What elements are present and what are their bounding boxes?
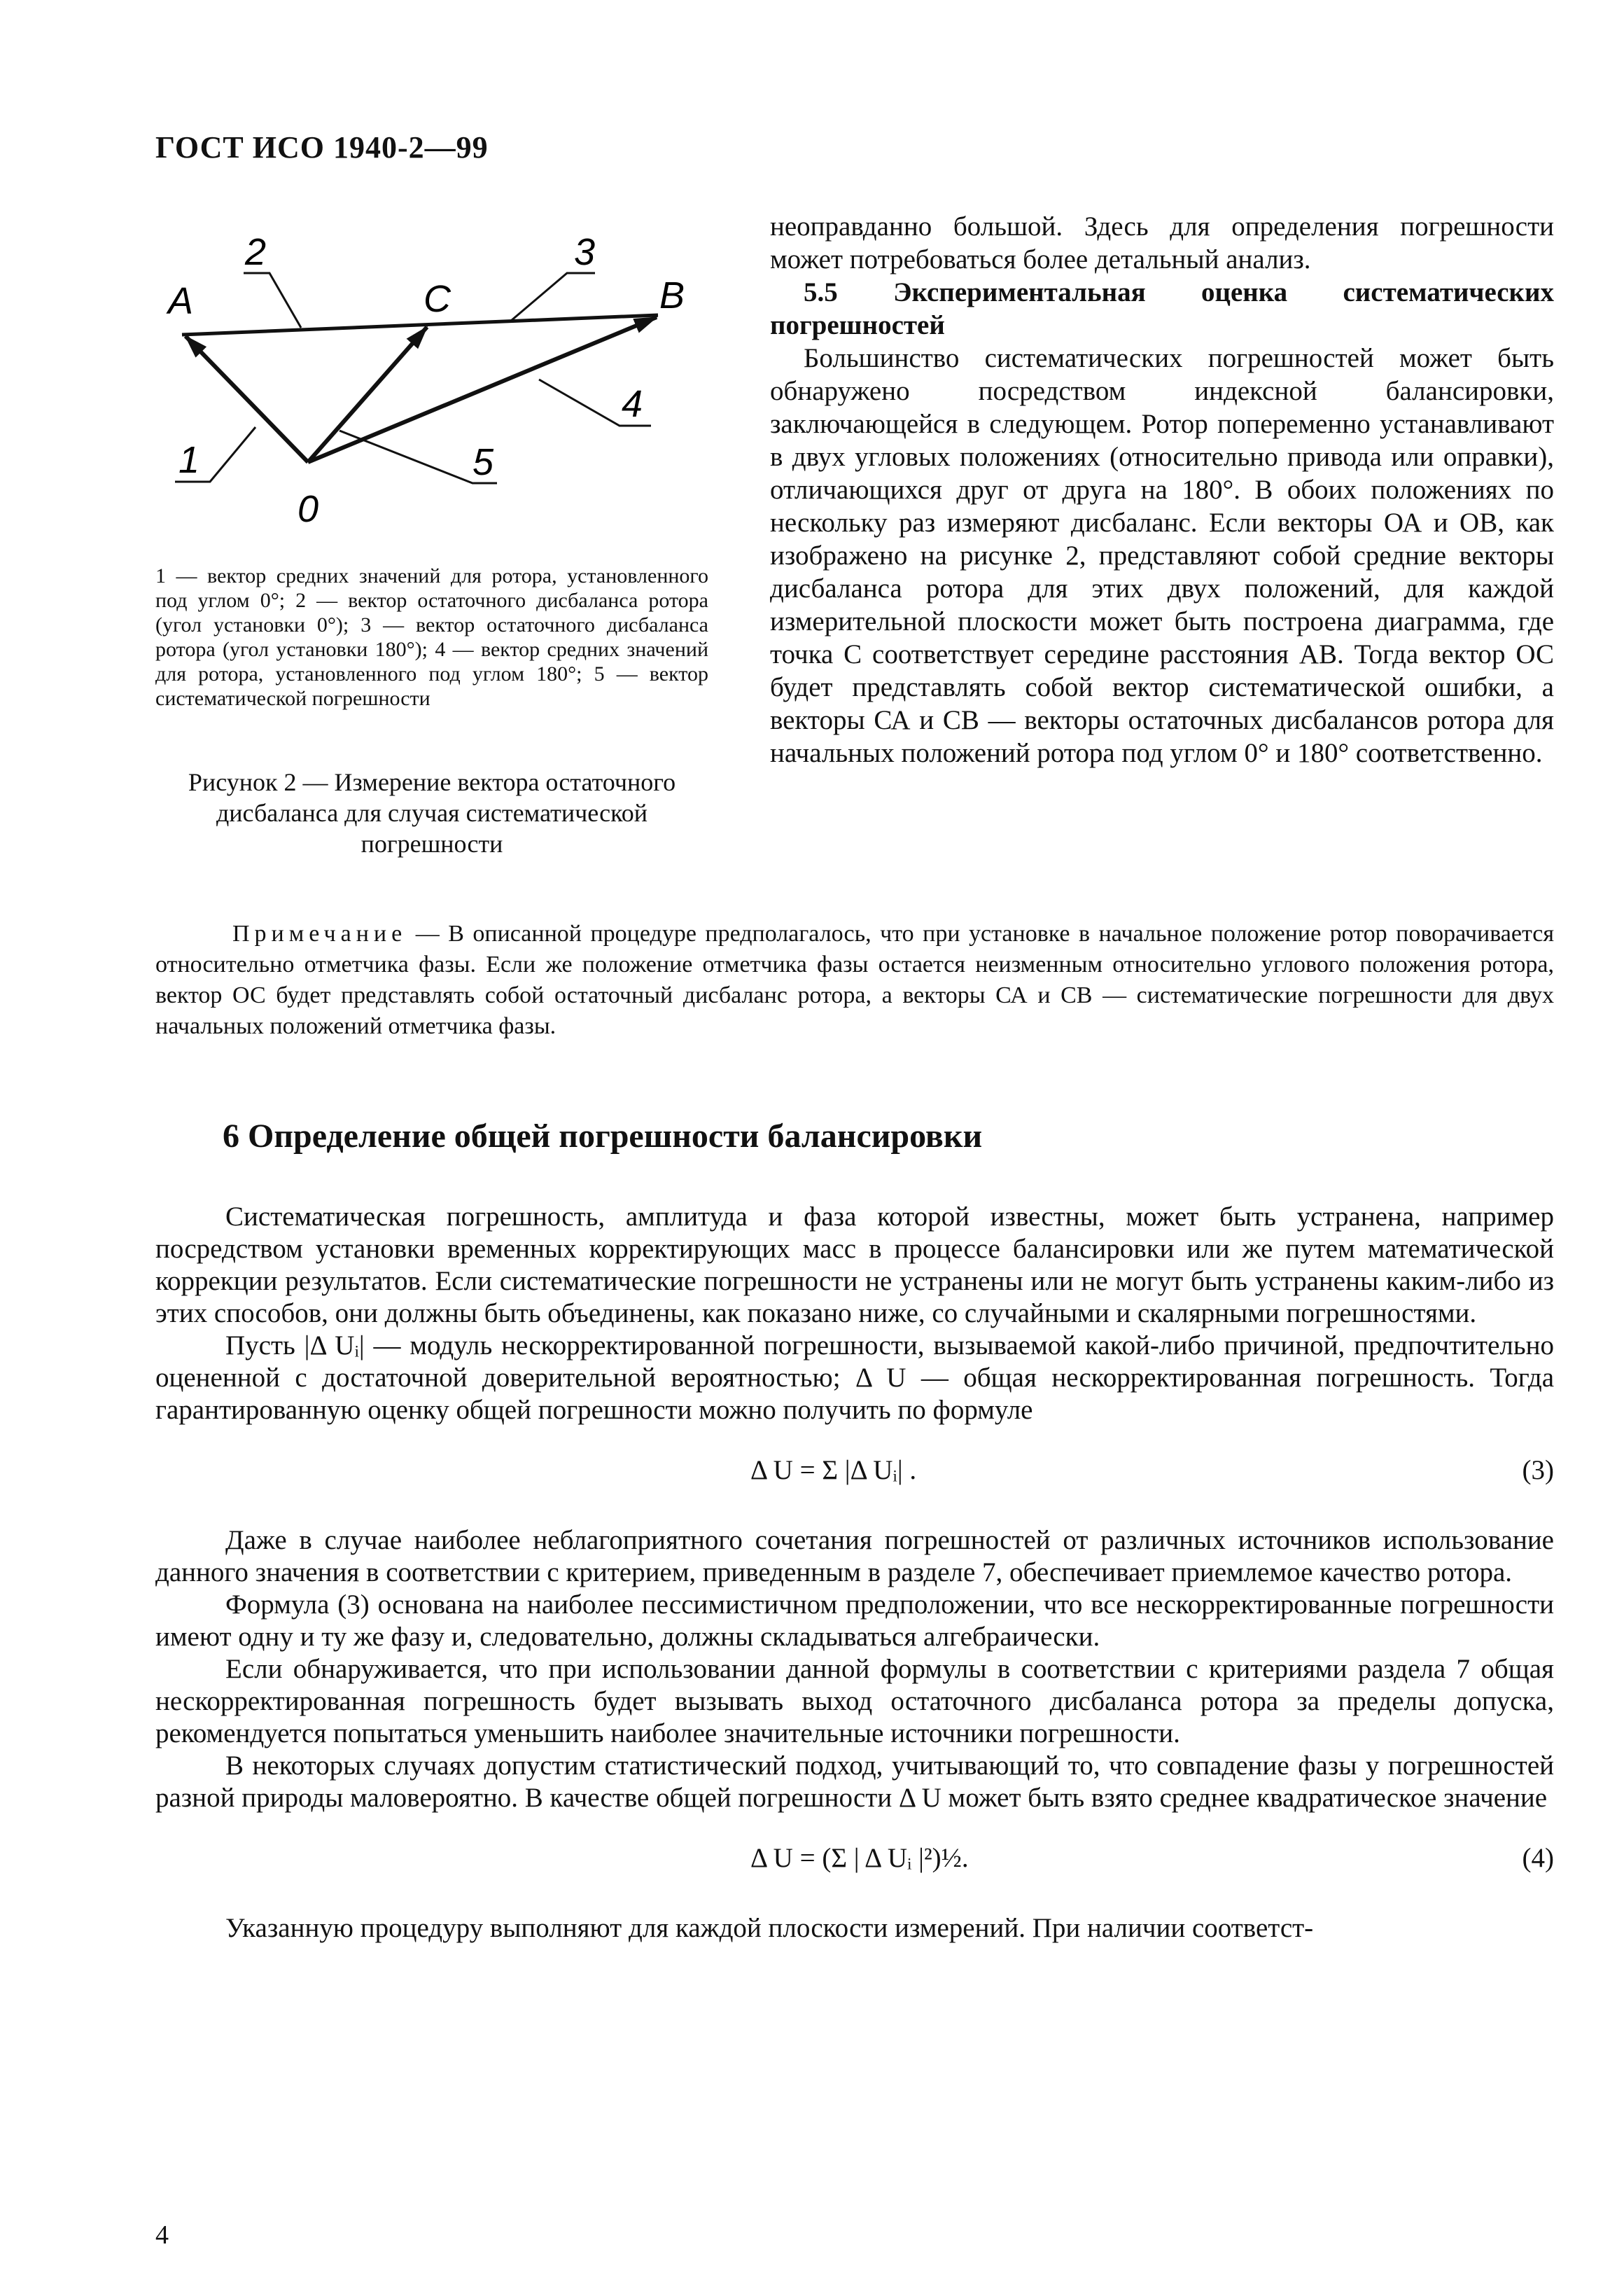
section-6-title: 6 Определение общей погрешности балансировки [223,1118,983,1155]
formula-4 [155,1828,1554,1891]
formula-4-number: (4) [1522,1843,1554,1873]
paragraph-7: Указанную процедуру выполняют для каждой плоскости измерений. При наличии соответст- [225,1913,1314,1943]
formula-4-expression: Δ U = (Σ | Δ Uᵢ |²)½. [750,1843,969,1873]
paragraph-1: Систематическая погрешность, амплитуда и фаза которой известны, может быть устранена, например посредством установки временных корректирующих масс в процессе балансировки или же путем математической коррекции результатов. Если систематические погрешности не устранены или не могут быть устранены каким-либо из этих способов, они должны быть объединены, как показано ниже, со случайными и скалярными погрешностями. [155,1202,1554,1328]
formula-3 [155,1440,1554,1503]
label-2: 2 [245,231,267,273]
note-label: Примечание [232,921,407,947]
formula-3-expression: Δ U = Σ |Δ Uᵢ| . [750,1455,917,1485]
label-o: 0 [298,488,319,530]
label-5: 5 [472,441,494,483]
paragraph-2: Пусть |Δ Uᵢ| — модуль нескорректированной погрешности, вызываемой какой-либо причиной, предпочтительно оцененной с достаточной доверительной вероятностью; Δ U — общая нескорректированная погрешность. Тогда гарантированную оценку общей погрешности можно получить по формуле [155,1330,1554,1425]
label-3: 3 [574,231,596,273]
paragraph-continuation: неоправданно большой. Здесь для определения погрешности может потребоваться более детальный анализ. [770,211,1554,274]
note-text: — В описанной процедуре предполагалось, что при установке в начальное положение ротор поворачивается относительно отметчика фазы. Если же положение отметчика фазы остается неизменным относительно углового положения ротора, вектор ОС будет представлять собой остаточный дисбаланс ротора, а векторы СА и СВ — систематические погрешности для двух начальных положений отметчика фазы. [155,921,1554,1039]
document-header: ГОСТ ИСО 1940-2—99 [155,130,489,165]
section-6-body [155,1201,1554,1944]
paragraph-3: Даже в случае наиболее неблагоприятного сочетания погрешностей от различных источников использование данного значения в соответствии с критерием, приведенным в разделе 7, обеспечивает приемлемое качество ротора. [155,1525,1554,1587]
right-column-text [770,210,1554,770]
figure-2-diagram [154,189,714,553]
label-1: 1 [178,439,200,481]
label-a: A [168,280,194,322]
page-number: 4 [155,2220,169,2250]
vector-diagram [154,189,714,553]
figure-legend: 1 — вектор средних значений для ротора, установленного под углом 0°; 2 — вектор остаточного дисбаланса ротора (угол установки 0°); 3 — вектор остаточного дисбаланса ротора (угол установки 180°); 4 — вектор средних значений для ротора, установленного под углом 180°; 5 — вектор систематической погрешности [155,564,708,710]
vector-ob [308,317,657,462]
paragraph-5-5: Большинство систематических погрешностей может быть обнаружено посредством индексной балансировки, заключающейся в следующем. Ротор попеременно устанавливают в двух угловых положениях (относительно привода или оправки), отличающихся друг от друга на 180°. В обоих положениях по нескольку раз измеряют дисбаланс. Если векторы ОА и ОВ, как изображено на рисунке 2, представляют собой средние векторы дисбаланса ротора для этих двух положений, для каждой измерительной плоскости может быть построена диаграмма, где точка С соответствует середине расстояния АВ. Тогда вектор ОС будет представлять собой вектор систематической ошибки, а векторы СА и СВ — векторы остаточных дисбалансов ротора для начальных положений ротора под углом 0° и 180° соответственно. [770,343,1554,768]
leader-3 [511,273,595,321]
note-block [155,919,1554,1042]
paragraph-4: Формула (3) основана на наиболее пессимистичном предположении, что все нескорректированные погрешности имеют одну и ту же фазу и, следовательно, должны складываться алгебраически. [155,1589,1554,1652]
line-ab [182,315,658,335]
leader-2 [244,273,301,328]
subsection-heading-5-5: 5.5 Экспериментальная оценка систематических погрешностей [770,277,1554,340]
figure-caption: Рисунок 2 — Измерение вектора остаточного дисбаланса для случая систематической погрешности [188,768,676,858]
vector-oa [186,336,308,462]
label-b: B [659,274,685,316]
formula-3-number: (3) [1522,1455,1554,1485]
paragraph-5: Если обнаруживается, что при использовании данной формулы в соответствии с критериями раздела 7 общая нескорректированная погрешность будет вызывать выход остаточного дисбаланса ротора за пределы допуска, рекомендуется попытаться уменьшить наиболее значительные источники погрешности. [155,1654,1554,1748]
paragraph-6: В некоторых случаях допустим статистический подход, учитывающий то, что совпадение фазы у погрешностей разной природы маловероятно. В качестве общей погрешности Δ U может быть взято среднее квадратическое значение [155,1751,1554,1813]
label-4: 4 [622,383,643,425]
label-c: C [424,278,451,320]
